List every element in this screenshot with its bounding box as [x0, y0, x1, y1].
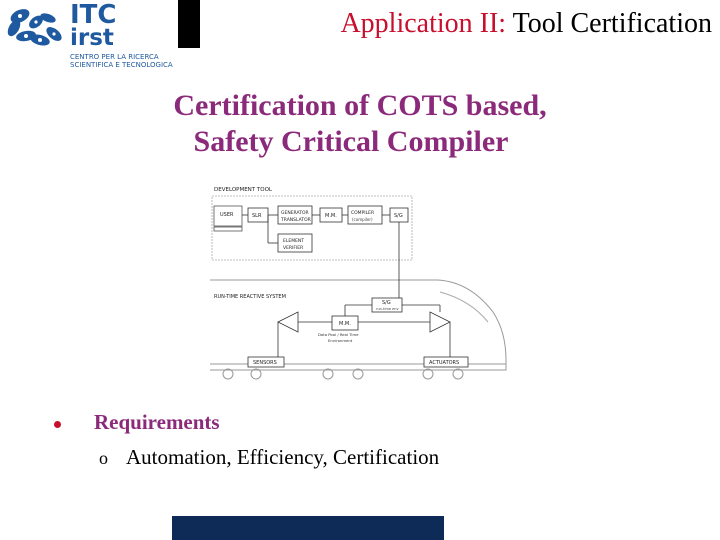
page-title	[340, 8, 712, 40]
io-label-line1: Data Pool / Real Time	[318, 332, 359, 337]
train-window-line	[440, 292, 488, 322]
translator-label: TRANSLATOR	[281, 218, 311, 223]
requirements-items: Automation, Efficiency, Certification	[126, 445, 440, 469]
title-prefix: Application II:	[340, 8, 507, 39]
title-suffix: Tool Certification	[512, 8, 712, 39]
laurel-leaf-icon	[6, 6, 66, 56]
sensors-label: SENSORS	[253, 360, 277, 366]
runtime-mm-label: M.M.	[339, 321, 351, 327]
left-sensor-triangle	[278, 312, 298, 332]
sg-label: S/G	[394, 213, 403, 219]
sub-bullet-marker: o	[99, 448, 108, 468]
development-tool-connectors	[242, 215, 399, 298]
user-keyboard	[214, 227, 242, 231]
logo-tagline-line2: SCIENTIFICA E TECNOLOGICA	[70, 61, 173, 69]
logo-tagline-line1: CENTRO PER LA RICERCA	[70, 53, 159, 61]
bullet-marker	[54, 421, 61, 428]
compiler-sub-label: (compiler)	[352, 217, 373, 222]
compiler-label: COMPILER	[351, 211, 375, 216]
mm-label: M.M.	[325, 213, 337, 219]
user-label: USER	[220, 212, 234, 218]
slr-label: SLR	[252, 213, 262, 219]
itc-irst-logo	[0, 0, 178, 78]
generator-label: GENERATOR	[281, 211, 309, 216]
compiler-architecture-diagram	[208, 182, 510, 380]
development-tool-label: DEVELOPMENT TOOL	[214, 187, 272, 193]
logo-tagline	[70, 53, 173, 69]
verifier-label: VERIFIER	[283, 246, 304, 251]
logo-irst-text: irst	[70, 25, 114, 51]
subtitle-line1: Certification of COTS based,	[173, 89, 547, 122]
element-label: ELEMENT	[283, 239, 305, 244]
runtime-sg-label: S/G	[382, 300, 391, 306]
runtime-sub-label: run-time env	[376, 307, 399, 311]
actuators-label: ACTUATORS	[429, 360, 460, 366]
right-actuator-triangle	[430, 312, 450, 332]
runtime-connectors	[278, 305, 450, 360]
footer-bar	[172, 516, 444, 540]
requirements-heading: Requirements	[94, 410, 220, 434]
logo-itc-text: ITC	[70, 0, 117, 30]
subtitle-line2: Safety Critical Compiler	[193, 125, 509, 158]
io-label-line2: Environment	[328, 338, 353, 343]
header-title-box	[200, 0, 720, 48]
runtime-system-label: RUN-TIME REACTIVE SYSTEM	[214, 294, 286, 300]
slide-subtitle	[0, 88, 720, 160]
